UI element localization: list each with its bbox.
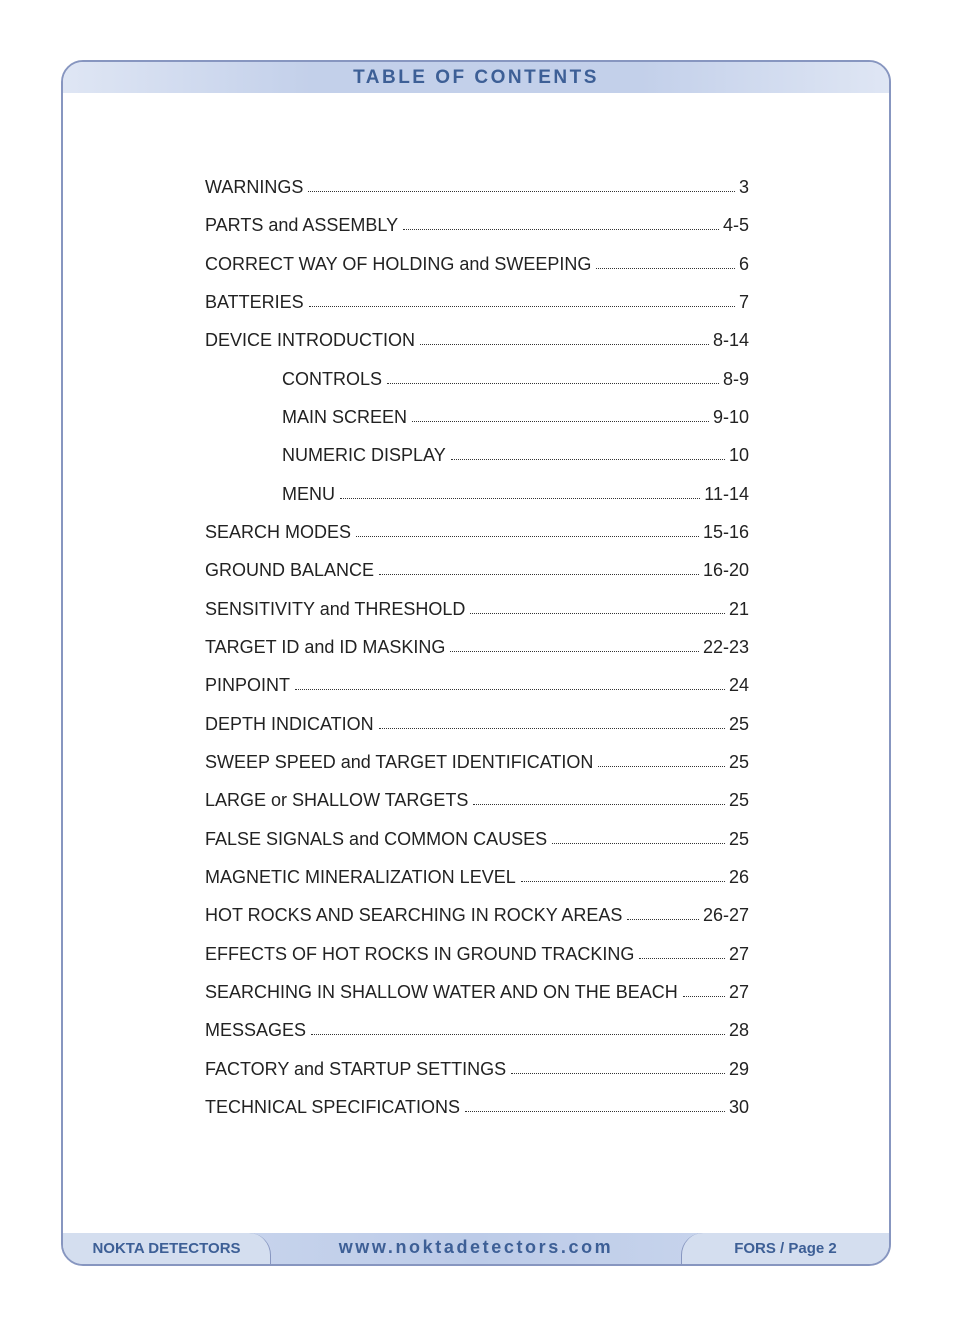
toc-entry-page: 10 xyxy=(728,445,749,466)
toc-entry-title: MESSAGES xyxy=(205,1020,307,1041)
toc-entry-page: 21 xyxy=(728,598,749,619)
toc-entry-title: GROUND BALANCE xyxy=(205,560,375,581)
toc-dot-leader xyxy=(340,497,700,499)
toc-entry-title: SEARCHING IN SHALLOW WATER AND ON THE BEACH xyxy=(205,981,678,1002)
toc-entry-title: PINPOINT xyxy=(205,675,291,696)
toc-entry-title: BATTERIES xyxy=(205,291,304,312)
toc-dot-leader xyxy=(308,190,735,192)
toc-dot-leader xyxy=(511,1072,725,1074)
toc-entry-page: 8-9 xyxy=(722,368,749,389)
toc-entry-title: PARTS and ASSEMBLY xyxy=(205,215,399,236)
toc-entry[interactable] xyxy=(205,1054,749,1080)
toc-entry-page: 28 xyxy=(728,1020,749,1041)
toc-dot-leader xyxy=(356,535,699,537)
toc-entry[interactable] xyxy=(205,670,749,696)
toc-entry-page: 26-27 xyxy=(702,905,749,926)
toc-entry[interactable] xyxy=(205,747,749,773)
page-title: TABLE OF CONTENTS xyxy=(353,66,599,88)
toc-entry[interactable] xyxy=(205,210,749,236)
toc-entry-page: 4-5 xyxy=(722,215,749,236)
toc-entry-page: 16-20 xyxy=(702,560,749,581)
toc-entry[interactable] xyxy=(205,1092,749,1118)
toc-dot-leader xyxy=(521,880,725,882)
toc-dot-leader xyxy=(639,957,725,959)
toc-entry[interactable] xyxy=(205,249,749,275)
header-bar xyxy=(63,62,889,93)
toc-entry[interactable] xyxy=(205,824,749,850)
toc-entry-title: WARNINGS xyxy=(205,177,304,197)
footer-website-link[interactable]: www.noktadetectors.com xyxy=(338,1237,614,1257)
toc-entry-title: LARGE or SHALLOW TARGETS xyxy=(205,790,469,811)
toc-entry-title: CONTROLS xyxy=(282,368,383,389)
toc-entry[interactable] xyxy=(205,325,749,351)
toc-entry-title: HOT ROCKS AND SEARCHING IN ROCKY AREAS xyxy=(205,905,623,926)
toc-entry-page: 25 xyxy=(728,790,749,811)
toc-entry[interactable] xyxy=(205,939,749,965)
toc-entry[interactable] xyxy=(205,977,749,1003)
toc-entry-page: 25 xyxy=(728,713,749,734)
toc-entry-page: 15-16 xyxy=(702,521,749,542)
toc-entry-title: SEARCH MODES xyxy=(205,521,352,542)
toc-dot-leader xyxy=(420,343,709,345)
toc-entry-page: 8-14 xyxy=(712,330,749,351)
toc-entry[interactable] xyxy=(205,862,749,888)
toc-entry-title: NUMERIC DISPLAY xyxy=(282,445,446,466)
toc-entry[interactable] xyxy=(205,555,749,581)
toc-dot-leader xyxy=(387,382,719,384)
toc-entry-title: DEPTH INDICATION xyxy=(205,713,374,734)
toc-entry-page: 24 xyxy=(728,675,749,696)
toc-entry-page: 3 xyxy=(738,177,749,197)
toc-entry[interactable] xyxy=(282,402,749,428)
footer-bar xyxy=(63,1233,889,1264)
toc-entry[interactable] xyxy=(205,1015,749,1041)
footer-page-number: FORS / Page 2 xyxy=(681,1233,889,1264)
toc-entry-page: 29 xyxy=(728,1058,749,1079)
toc-dot-leader xyxy=(450,650,699,652)
toc-entry-page: 11-14 xyxy=(704,483,749,504)
footer-brand: NOKTA DETECTORS xyxy=(63,1233,271,1264)
toc-dot-leader xyxy=(552,842,725,844)
toc-entry[interactable] xyxy=(205,517,749,543)
toc-entry-title: FALSE SIGNALS and COMMON CAUSES xyxy=(205,828,548,849)
toc-entry-page: 7 xyxy=(738,291,749,312)
toc-dot-leader xyxy=(311,1033,725,1035)
toc-entry[interactable] xyxy=(205,172,749,198)
toc-entry[interactable] xyxy=(205,594,749,620)
toc-entry-title: SENSITIVITY and THRESHOLD xyxy=(205,598,466,619)
toc-dot-leader xyxy=(596,267,735,269)
toc-entry-page: 6 xyxy=(738,253,749,274)
toc-entry[interactable] xyxy=(282,364,749,390)
toc-dot-leader xyxy=(473,803,725,805)
toc-entry-page: 27 xyxy=(728,943,749,964)
toc-entry-title: SWEEP SPEED and TARGET IDENTIFICATION xyxy=(205,751,594,772)
toc-entry-title: TARGET ID and ID MASKING xyxy=(205,636,446,657)
toc-entry-title: CORRECT WAY OF HOLDING and SWEEPING xyxy=(205,253,592,274)
toc-entry[interactable] xyxy=(205,632,749,658)
toc-entry-title: TECHNICAL SPECIFICATIONS xyxy=(205,1096,461,1117)
toc-dot-leader xyxy=(451,458,725,460)
toc-dot-leader xyxy=(465,1110,725,1112)
toc-entry-title: DEVICE INTRODUCTION xyxy=(205,330,416,351)
toc-entry[interactable] xyxy=(205,287,749,313)
toc-entry-page: 25 xyxy=(728,828,749,849)
toc-entry-page: 25 xyxy=(728,751,749,772)
toc-entry-title: MENU xyxy=(282,483,335,504)
toc-entry-page: 22-23 xyxy=(702,636,749,657)
toc-entry-page: 26 xyxy=(728,866,749,887)
toc-entry-title: FACTORY and STARTUP SETTINGS xyxy=(205,1058,507,1079)
toc-entry-page: 9-10 xyxy=(712,406,749,427)
toc-dot-leader xyxy=(403,228,719,230)
toc-dot-leader xyxy=(470,612,725,614)
toc-dot-leader xyxy=(295,688,725,690)
toc-entry-title: MAIN SCREEN xyxy=(282,406,408,427)
toc-dot-leader xyxy=(627,918,699,920)
toc-entry[interactable] xyxy=(205,900,749,926)
toc-entry[interactable] xyxy=(205,709,749,735)
toc-entry-title: MAGNETIC MINERALIZATION LEVEL xyxy=(205,866,516,887)
toc-dot-leader xyxy=(683,995,725,997)
toc-dot-leader xyxy=(598,765,725,767)
toc-entry[interactable] xyxy=(282,440,749,466)
toc-dot-leader xyxy=(379,573,699,575)
toc-entry-title: EFFECTS OF HOT ROCKS IN GROUND TRACKING xyxy=(205,943,635,964)
toc-dot-leader xyxy=(412,420,709,422)
toc-entry[interactable] xyxy=(282,479,749,505)
toc-entry-page: 30 xyxy=(728,1096,749,1117)
toc-dot-leader xyxy=(309,305,735,307)
toc-entry-page: 27 xyxy=(728,981,749,1002)
toc-dot-leader xyxy=(379,727,725,729)
toc-entry[interactable] xyxy=(205,785,749,811)
page-frame xyxy=(61,60,891,1266)
